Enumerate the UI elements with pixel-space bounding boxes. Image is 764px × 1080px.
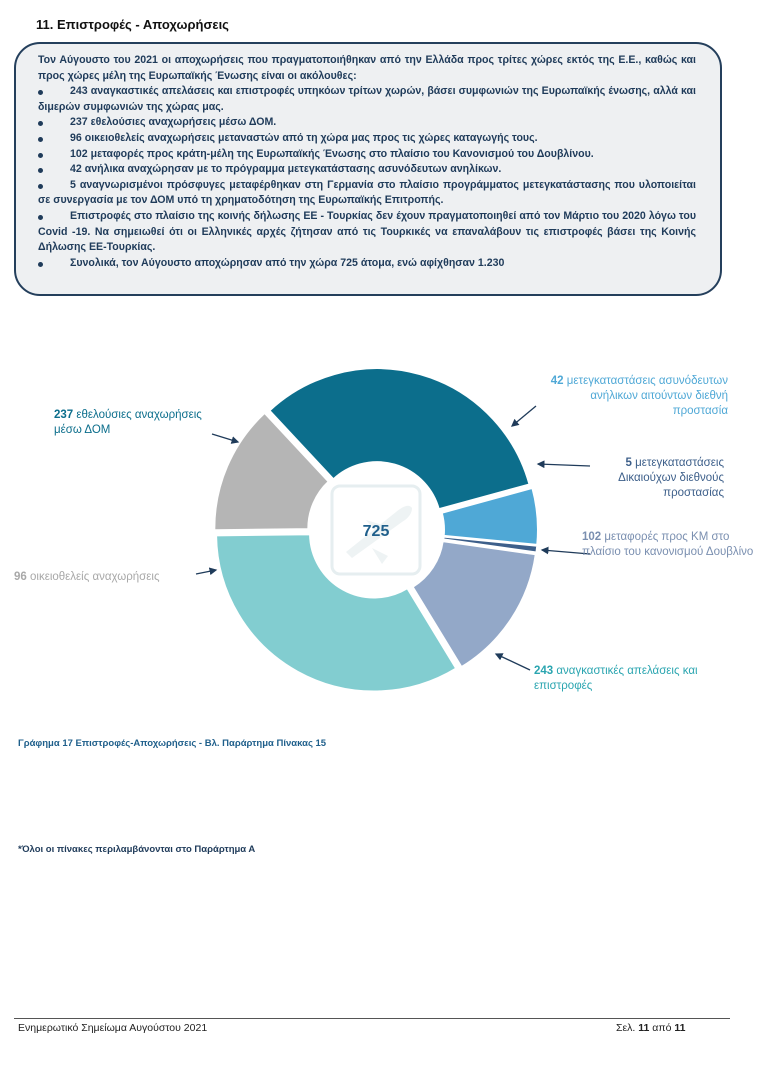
bullet-icon xyxy=(38,262,43,267)
chart-caption: Γράφημα 17 Επιστροφές-Αποχωρήσεις - Βλ. Παράρτημα Πίνακας 15 xyxy=(18,738,327,749)
list-item xyxy=(38,131,696,147)
page-prefix: Σελ. xyxy=(616,1022,636,1034)
list-item xyxy=(38,84,696,115)
list-item xyxy=(38,256,696,272)
list-item-text: Συνολικά, τον Αύγουστο αποχώρησαν από την χώρα 725 άτομα, ενώ αφίχθησαν 1.230 xyxy=(70,256,505,269)
slice-label-voluntary-iom: 237 εθελούσιες αναχωρήσεις μέσω ΔΟΜ xyxy=(54,409,202,436)
list-item-text: 5 αναγνωρισμένοι πρόσφυγες μεταφέρθηκαν στη Γερμανία στο πλαίσιο προγράμματος μετεγκατάστασης που υλοποιείται σε συνεργασία με τον ΔΟΜ υπό τη χρηματοδότηση της Ευρωπαϊκής Επιτροπής. xyxy=(38,178,696,207)
bullet-icon xyxy=(38,184,43,189)
slice-label-unaccompanied-minors: 42 μετεγκαταστάσεις ασυνόδευτων ανήλικων αιτούντων διεθνή προστασία xyxy=(550,375,728,417)
list-item xyxy=(38,147,696,163)
info-intro: Τον Αύγουστο του 2021 οι αποχωρήσεις που πραγματοποιήθηκαν από την Ελλάδα προς τρίτες χώρες εκτός της Ε.Ε., καθώς και προς χώρες μέλη της Ευρωπαϊκής Ένωσης είναι οι ακόλουθες: xyxy=(38,54,696,82)
list-item-text: 243 αναγκαστικές απελάσεις και επιστροφές υπηκόων τρίτων χωρών, βάσει συμφωνιών της Ευρωπαϊκής ένωσης, αλλά και διμερών συμφωνιών της χώρας μας. xyxy=(38,85,696,113)
bullet-icon xyxy=(38,215,43,220)
info-box xyxy=(14,42,722,296)
donut-total: 725 xyxy=(362,523,390,540)
list-item xyxy=(38,178,696,209)
bullet-icon xyxy=(38,121,43,126)
slice-label-voluntary: 96 οικειοθελείς αναχωρήσεις xyxy=(14,571,160,583)
info-list xyxy=(38,84,696,271)
bullet-icon xyxy=(38,137,43,142)
list-item xyxy=(38,209,696,256)
list-item xyxy=(38,162,696,178)
leader-arrow-2 xyxy=(538,464,590,466)
bullet-icon xyxy=(38,90,43,95)
list-item-text: 42 ανήλικα αναχώρησαν με το πρόγραμμα μετεγκατάστασης ασυνόδευτων ανηλίκων. xyxy=(70,163,502,176)
list-item-text: 237 εθελούσιες αναχωρήσεις μέσω ΔΟΜ. xyxy=(70,116,277,129)
slice-label-dublin: 102 μεταφορές προς ΚΜ στο πλαίσιο του κανονισμού Δουβλίνο xyxy=(582,531,754,558)
leader-arrow-1 xyxy=(512,406,536,426)
list-item-text: 96 οικειοθελείς αναχωρήσεις μεταναστών από τη χώρα μας προς τις χώρες καταγωγής τους. xyxy=(70,131,538,144)
leader-arrow-4 xyxy=(496,654,530,670)
footnote: *Όλοι οι πίνακες περιλαμβάνονται στο Παράρτημα Α xyxy=(18,844,256,855)
page-total: 11 xyxy=(674,1022,686,1034)
slice-label-forced-returns: 243 αναγκαστικές απελάσεις και επιστροφές xyxy=(534,665,698,692)
footer-divider xyxy=(14,1018,730,1019)
list-item-text: 102 μεταφορές προς κράτη-μέλη της Ευρωπαϊκής Ένωσης στο πλαίσιο του Κανονισμού του Δουβλίνου. xyxy=(70,147,594,160)
donut-chart xyxy=(0,330,764,720)
page-number xyxy=(616,1022,685,1034)
footer-title: Ενημερωτικό Σημείωμα Αυγούστου 2021 xyxy=(18,1022,208,1034)
list-item-text: Επιστροφές στο πλαίσιο της κοινής δήλωσης ΕΕ - Τουρκίας δεν έχουν πραγματοποιηθεί από τον Μάρτιο του 2020 λόγω του Covid -19. Να σημειωθεί ότι οι Ελληνικές αρχές ζήτησαν από τις Τουρκικές να επαναλάβουν τις επιστροφές βάσει της Κοινής Δήλωσης ΕΕ-Τουρκίας. xyxy=(38,209,696,254)
list-item xyxy=(38,115,696,131)
section-title: 11. Επιστροφές - Αποχωρήσεις xyxy=(36,17,229,32)
page-current: 11 xyxy=(638,1022,650,1034)
slice-label-resettlement: 5 μετεγκαταστάσεις Δικαιούχων διεθνούς προστασίας xyxy=(618,457,724,499)
bullet-icon xyxy=(38,153,43,158)
page-sep: από xyxy=(652,1022,672,1034)
bullet-icon xyxy=(38,168,43,173)
